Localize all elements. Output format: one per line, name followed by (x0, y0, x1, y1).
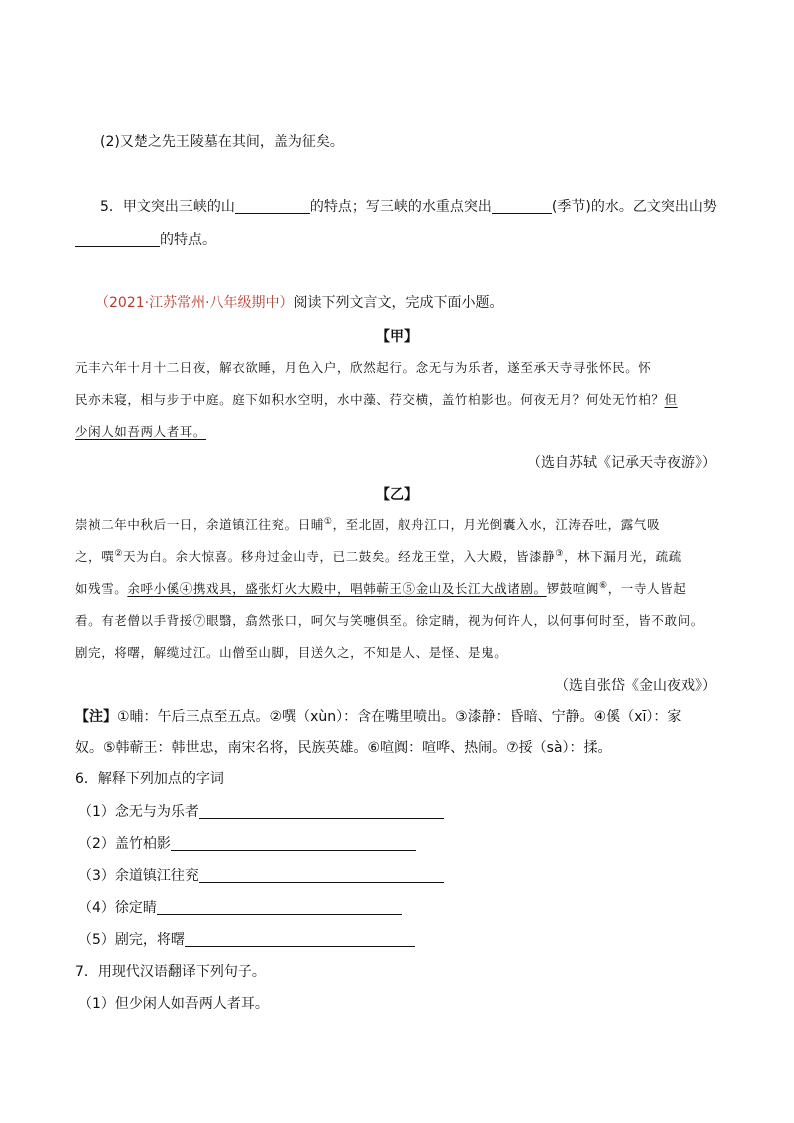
note-line-2: 奴。⑤韩蕲王：韩世忠，南宋名将，民族英雄。⑥喧阗：喧哗、热闹。⑦挼（sà）：揉。 (75, 740, 612, 756)
source-tag: （2021·江苏常州·八年级期中） (95, 295, 294, 311)
answer-blank[interactable] (199, 868, 444, 883)
yi-underlined-sentence: 余呼小傒④携戏具，盛张灯火大殿中，唱韩蕲王⑤金山及长江大战诸剧。 (127, 581, 547, 596)
question-6-item-4 (78, 898, 402, 918)
item-text: （2）盖竹柏影 (78, 836, 171, 852)
question-5-text-3: (季节)的水。乙文突出山势 (551, 199, 717, 215)
footnote-mark: ② (114, 548, 123, 559)
question-5-text-4: 的特点。 (160, 232, 216, 248)
jia-line-2 (75, 390, 678, 410)
yi-line-5: 剧完，将曙，解缆过江。山僧至山脚，目送久之，不知是人、是怪、是鬼。 (75, 645, 508, 660)
yi-line-2 (75, 547, 682, 567)
question-5-line-1 (100, 197, 717, 217)
yi-citation: （选自张岱《金山夜戏》） (555, 678, 716, 694)
answer-blank[interactable] (157, 900, 402, 915)
answer-blank[interactable] (171, 836, 416, 851)
answer-blank[interactable] (492, 199, 552, 214)
jia-line-2-underlined: 但 (664, 392, 678, 407)
note-line-1 (75, 707, 681, 727)
footnote-mark: ① (323, 516, 333, 527)
question-6-item-2 (78, 834, 416, 854)
yi-line-4: 看。有老僧以手背挼⑦眼翳，翕然张口，呵欠与笑嚏俱至。徐定睛，视为何许人，以何事何时至，皆不敢问。 (75, 613, 704, 628)
item-text: （3）余道镇江往兖 (78, 868, 199, 884)
footnote-mark: ⑥ (599, 580, 608, 591)
jia-citation: （选自苏轼《记承天寺夜游》） (527, 455, 716, 471)
answer-blank[interactable] (75, 232, 160, 247)
question-7-title: 7．用现代汉语翻译下列句子。 (75, 964, 266, 980)
yi-line-3 (75, 579, 686, 599)
item-text: （1）念无与为乐者 (78, 804, 199, 820)
source-line (95, 293, 504, 313)
yi-heading: 【乙】 (376, 487, 418, 503)
yi-text: 天为白。余大惊喜。移舟过金山寺，已二鼓矣。经龙王堂，入大殿，皆漆静 (122, 549, 556, 564)
jia-heading: 【甲】 (376, 329, 418, 345)
yi-text: ，林下漏月光，疏疏 (563, 549, 682, 564)
question-6-title: 6．解释下列加点的字词 (75, 771, 224, 787)
yi-text: 之，噀 (75, 549, 115, 564)
jia-line-2-text: 民亦未寝，相与步于中庭。庭下如积水空明，水中藻、荇交横，盖竹柏影也。何夜无月？何处无竹柏？ (75, 392, 665, 407)
question-5-text-2: 的特点；写三峡的水重点突出 (309, 199, 492, 215)
item-text: （4）徐定睛 (78, 900, 157, 916)
yi-text: 如残雪。 (75, 581, 128, 596)
jia-underlined-sentence: 少闲人如吾两人者耳。 (75, 424, 207, 439)
yi-line-1 (75, 515, 660, 535)
question-6-item-5 (78, 930, 415, 950)
instruction: 阅读下列文言文，完成下面小题。 (293, 295, 504, 311)
yi-text: 锣鼓喧阗 (546, 581, 600, 596)
answer-blank[interactable] (235, 199, 310, 214)
yi-text: ，至北固，舣舟江口，月光倒囊入水，江涛吞吐，露气吸 (332, 517, 661, 532)
note-text: ①晡：午后三点至五点。②噀（xùn）：含在嘴里喷出。③漆静：昏暗、宁静。④傒（xī）：家 (117, 709, 682, 725)
footnote-mark: ③ (555, 548, 564, 559)
jia-line-1: 元丰六年十月十二日夜，解衣欲睡，月色入户，欣然起行。念无与为乐者，遂至承天寺寻张怀民。怀 (75, 360, 652, 375)
note-label: 【注】 (75, 709, 117, 725)
yi-text: 崇祯二年中秋后一日，余道镇江往兖。日晡 (75, 517, 324, 532)
question-6-item-3 (78, 866, 444, 886)
question-6-item-1 (78, 802, 444, 822)
question-5-text-1: 5．甲文突出三峡的山 (100, 199, 235, 215)
answer-blank[interactable] (199, 804, 444, 819)
yi-text: ，一寺人皆起 (607, 581, 687, 596)
question-4-item-2: (2)又楚之先王陵墓在其间，盖为征矣。 (100, 134, 344, 150)
question-7-item-1: （1）但少闲人如吾两人者耳。 (78, 996, 269, 1012)
item-text: （5）剧完，将曙 (78, 932, 185, 948)
jia-line-3 (75, 422, 206, 442)
answer-blank[interactable] (185, 932, 415, 947)
question-5-line-2 (75, 230, 216, 250)
